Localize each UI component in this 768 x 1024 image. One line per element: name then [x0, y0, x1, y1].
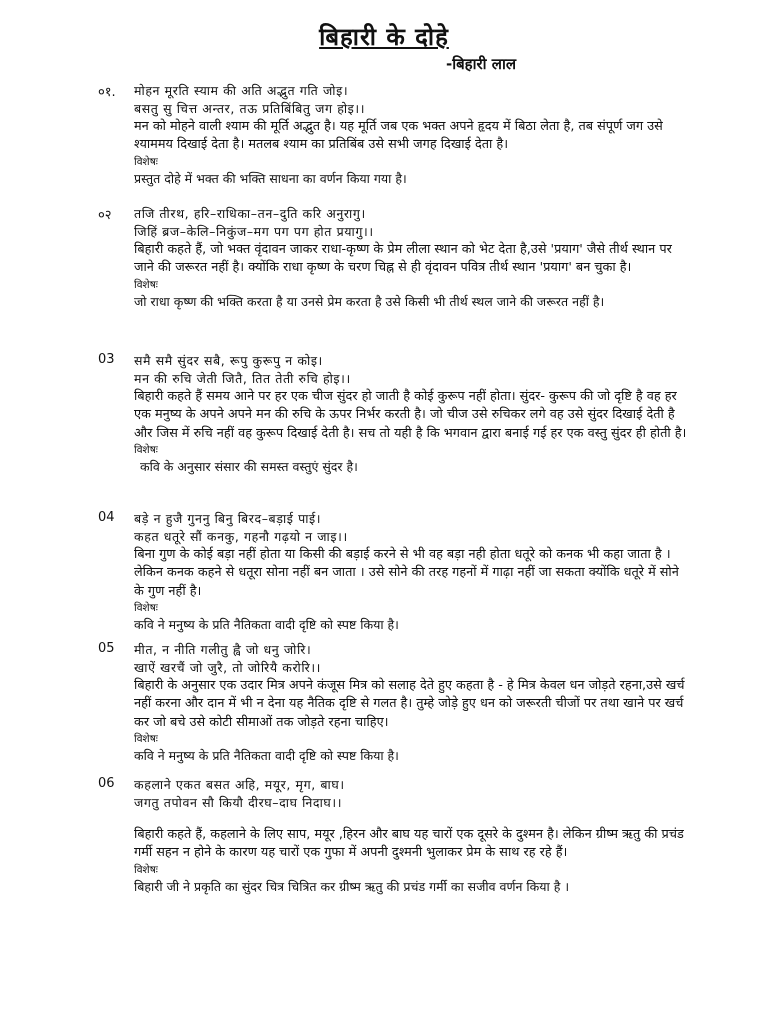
vishesh-label: विशेषः: [134, 601, 158, 614]
verse-line: बसतु सु चित्त अन्तर, तऊ प्रतिबिंबितु जग होइ।।: [134, 101, 366, 116]
meaning-text: बिहारी कहते हैं, कहलाने के लिए साप, मयूर ,हिरन और बाघ यह चारों एक दूसरे के दुश्मन है। लेकिन ग्रीष्म ऋतु की प्रचंड गर्मी सहन न होने के कारण यह चारों एक गुफा में अपनी दुश्मनी भुलाकर प्रेम के साथ रह रहे हैं।: [134, 827, 684, 861]
verse-line: तजि तीरथ, हरि–राधिका–तन–दुति करि अनुरागु।: [134, 206, 366, 221]
vishesh-note: बिहारी जी ने प्रकृति का सुंदर चित्र चित्रित कर ग्रीष्म ऋतु की प्रचंड गर्मी का सजीव वर्णन किया है ।: [134, 878, 570, 894]
verse-line: बड़े न हुजै गुननु बिनु बिरद–बड़ाई पाई।: [134, 511, 322, 526]
doha-number: 03: [98, 352, 115, 367]
vishesh-note: कवि के अनुसार संसार की समस्त वस्तुएं सुंदर है।: [140, 458, 358, 474]
verse-line: खाऐं खरचैं जो जुरै, तो जोरियै करोरि।।: [134, 660, 322, 675]
vishesh-label: विशेषः: [134, 863, 158, 876]
vishesh-note: कवि ने मनुष्य के प्रति नैतिकता वादी दृष्टि को स्पष्ट किया है।: [134, 616, 399, 632]
doha-number: 04: [98, 510, 115, 525]
doha-number: ०२: [98, 208, 112, 223]
vishesh-label: विशेषः: [134, 732, 158, 745]
meaning-text: बिहारी के अनुसार एक उदार मित्र अपने कंजूस मित्र को सलाह देते हुए कहता है - हे मित्र केवल धन जोड़ते रहना,उसे खर्च नहीं करना और दान में भी न देना यह नैतिक दृष्टि से गलत है। तुम्हे जोड़े हुए धन को जरूरती चीजों पर तथा खाने पर खर्च कर जो बचे उसे कोटी सीमाओं तक जोड़ते रहना चाहिए।: [134, 678, 685, 730]
vishesh-note: कवि ने मनुष्य के प्रति नैतिकता वादी दृष्टि को स्पष्ट किया है।: [134, 747, 399, 763]
meaning-text: बिहारी कहते हैं, जो भक्त वृंदावन जाकर राधा-कृष्ण के प्रेम लीला स्थान को भेट देता है,उसे 'प्रयाग' जैसे तीर्थ स्थान पर जाने की जरूरत नहीं है। क्योंकि राधा कृष्ण के चरण चिह्न से ही वृंदावन पवित्र तीर्थ स्थान 'प्रयाग' बन चुका है।: [134, 242, 672, 276]
author-name: -बिहारी लाल: [446, 55, 516, 73]
verse-line: मोहन मूरति स्याम की अति अद्भुत गति जोइ।: [134, 83, 349, 98]
meaning-text: मन को मोहने वाली श्याम की मूर्ति अद्भुत है। यह मूर्ति जब एक भक्त अपने हृदय में बिठा लेता है, तब संपूर्ण जग उसे श्याममय दिखाई देता है। मतलब श्याम का प्रतिबिंब उसे सभी जगह दिखाई देता है।: [134, 119, 663, 153]
vishesh-note: जो राधा कृष्ण की भक्ति करता है या उनसे प्रेम करता है उसे किसी भी तीर्थ स्थल जाने की जरूरत नहीं है।: [134, 293, 605, 309]
verse-line: समै समै सुंदर सबै, रूपु कुरूपु न कोइ।: [134, 353, 323, 368]
meaning-text: बिना गुण के कोई बड़ा नहीं होता या किसी की बड़ाई करने से भी वह बड़ा नही होता धतूरे को कनक भी कहा जाता है । लेकिन कनक कहने से धतूरा सोना नहीं बन जाता । उसे सोने की तरह गहनों में गाढ़ा नहीं जा सकता क्योंकि धतूरे में सोने के गुण नहीं है।: [134, 547, 679, 599]
vishesh-label: विशेषः: [134, 155, 158, 168]
verse-line: मन की रुचि जेती जितै, तित तेती रुचि होइ।।: [134, 371, 351, 386]
verse-line: मीत, न नीति गलीतु ह्वै जो धनु जोरि।: [134, 642, 312, 657]
verse-line: जगतु तपोवन सौ कियौ दीरघ–दाघ निदाघ।।: [134, 795, 343, 810]
vishesh-label: विशेषः: [134, 443, 158, 456]
verse-line: कहत धतूरे सौं कनकु, गहनौ गढ़यो न जाइ।।: [134, 529, 348, 544]
doha-number: 06: [98, 776, 115, 791]
vishesh-note: प्रस्तुत दोहे में भक्त की भक्ति साधना का वर्णन किया गया है।: [134, 170, 407, 186]
doha-number: 05: [98, 641, 115, 656]
verse-line: कहलाने एकत बसत अहि, मयूर, मृग, बाघ।: [134, 777, 345, 792]
page-title: बिहारी के दोहे: [319, 23, 449, 51]
vishesh-label: विशेषः: [134, 278, 158, 291]
doha-number: ०१.: [98, 85, 116, 100]
meaning-text: बिहारी कहते हैं समय आने पर हर एक चीज सुंदर हो जाती है कोई कुरूप नहीं होता। सुंदर- कुरूप की जो दृष्टि है वह हर एक मनुष्य के अपने अपने मन की रुचि के ऊपर निर्भर करती है। जो चीज उसे रुचिकर लगे वह उसे सुंदर दिखाई देती है और जिस में रुचि नहीं वह कुरूप दिखाई देती है। सच तो यही है कि भगवान द्वारा बनाई गई हर एक वस्तु सुंदर ही होती है।: [134, 389, 687, 441]
verse-line: जिहिं ब्रज–केलि–निकुंज–मग पग पग होत प्रयागु।।: [134, 224, 374, 239]
